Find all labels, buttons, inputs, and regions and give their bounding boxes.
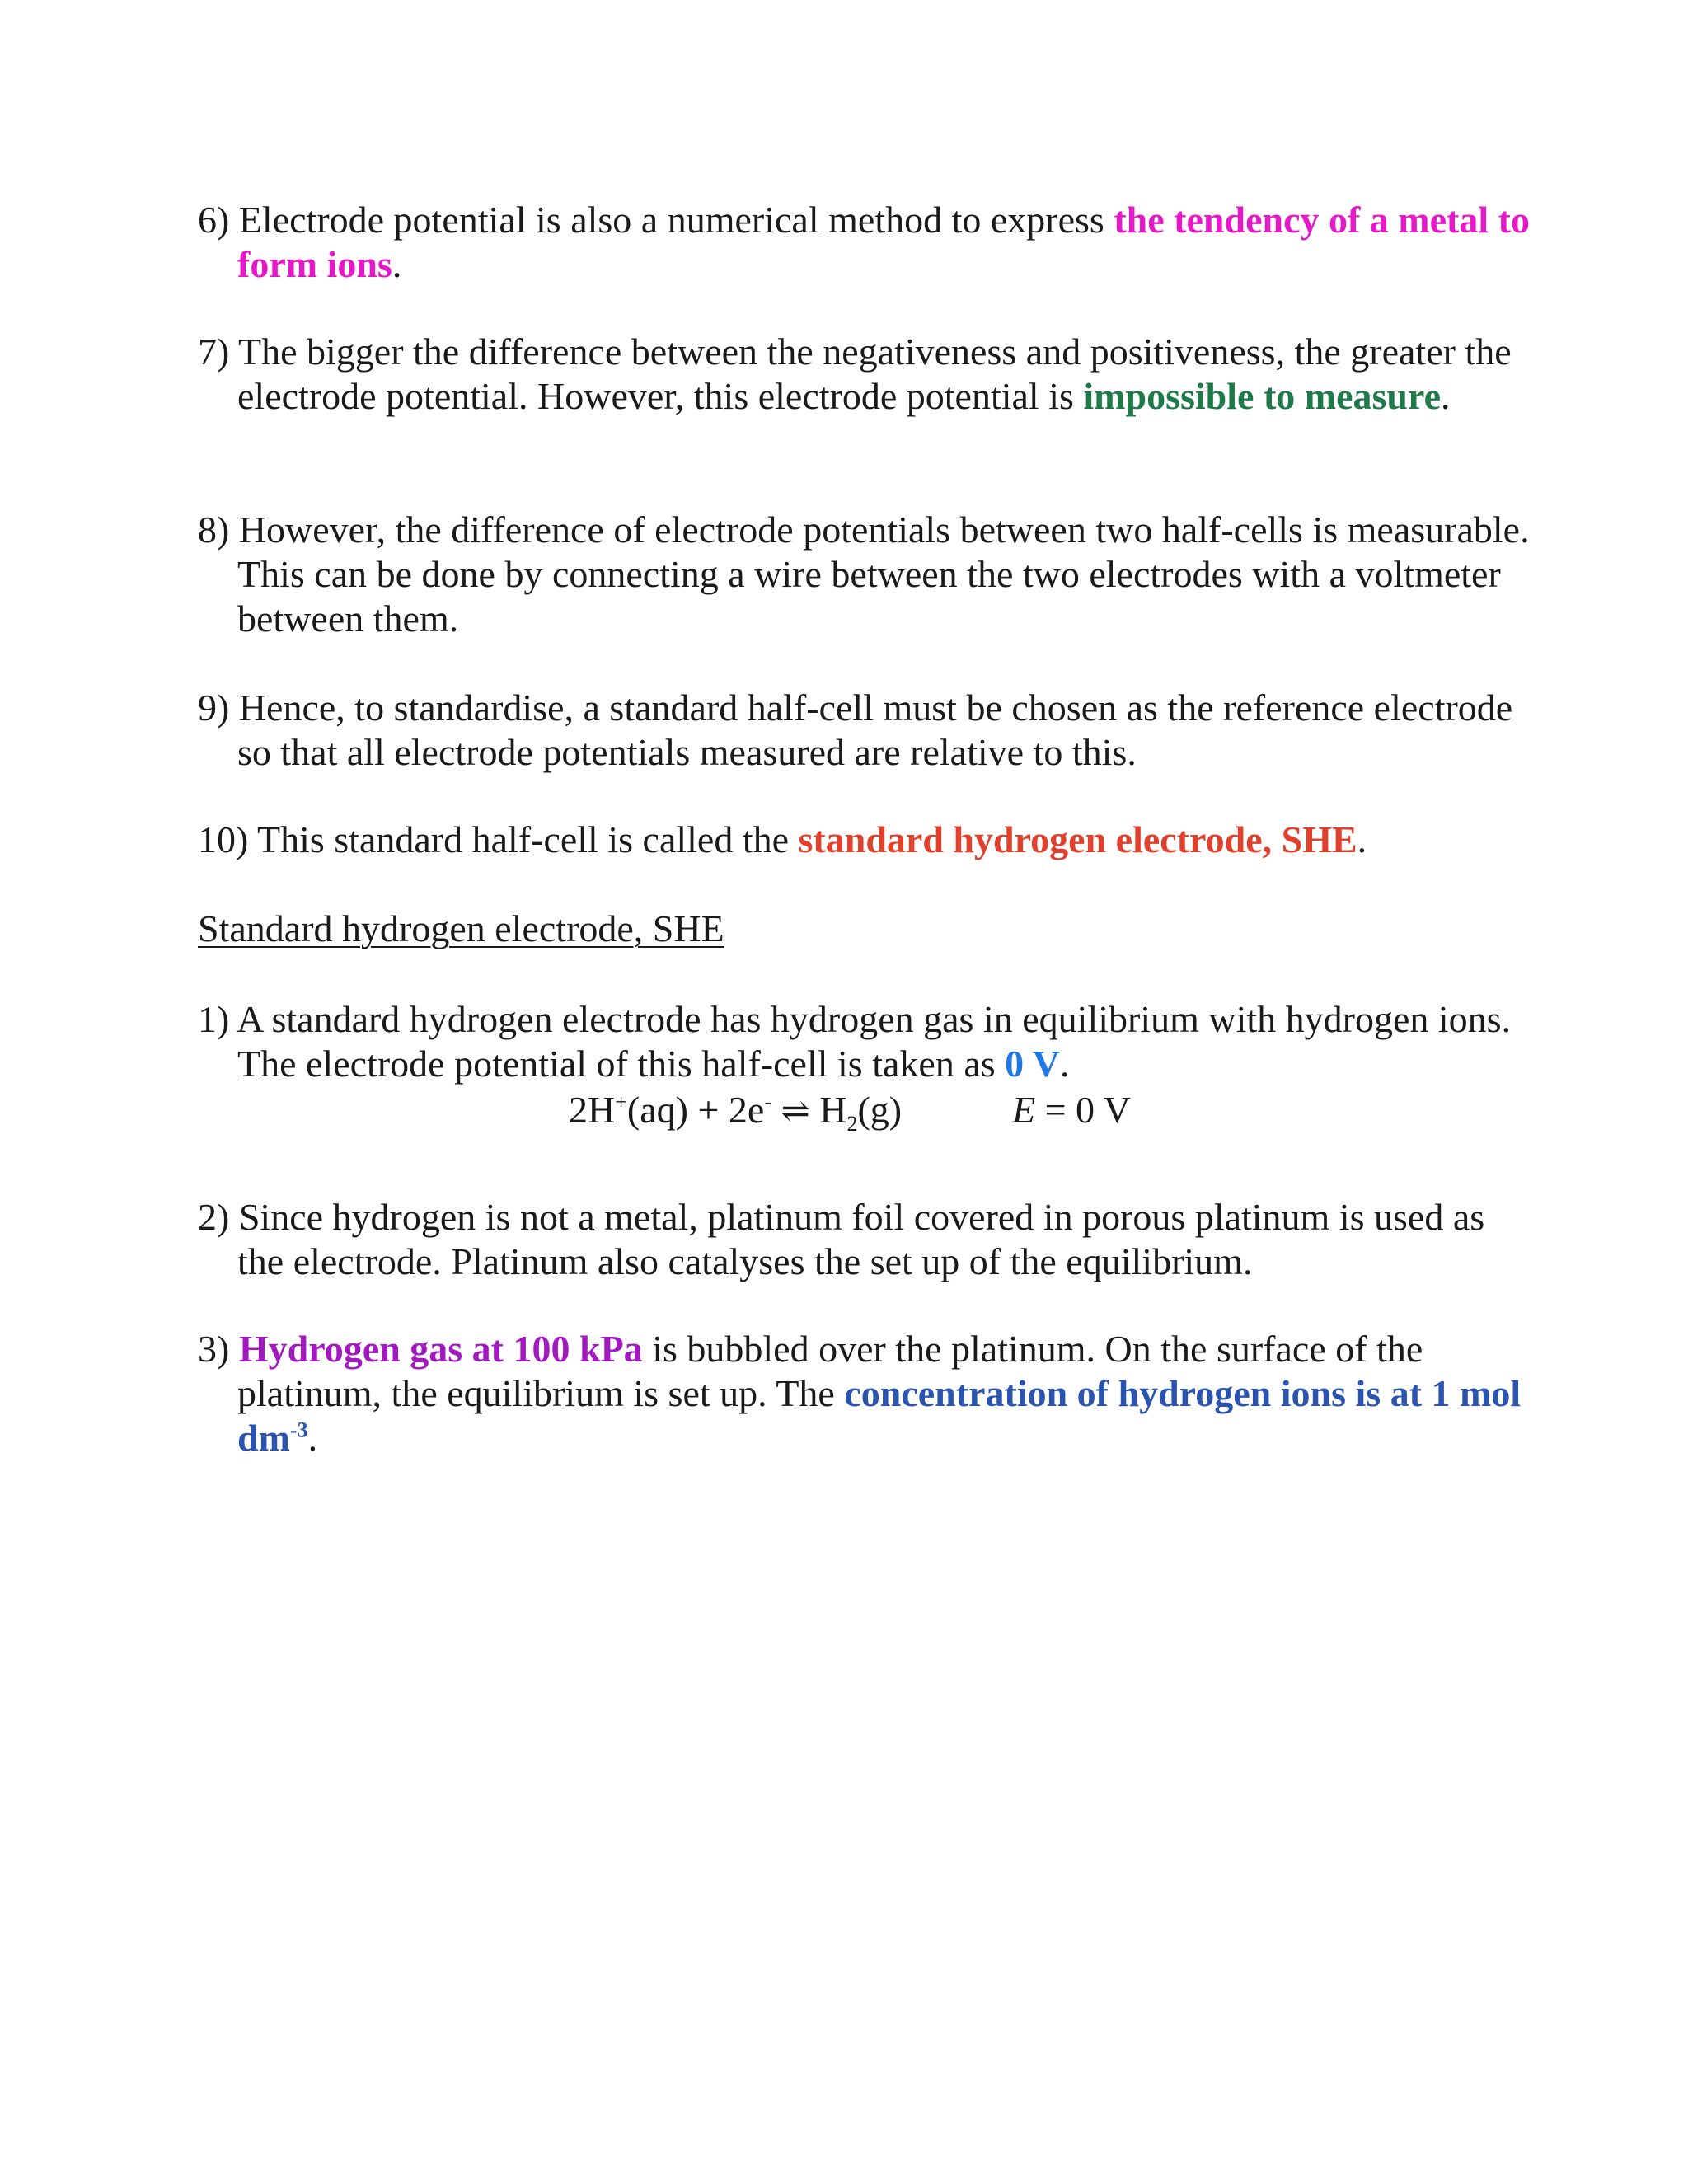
point-6 [198, 198, 1540, 287]
body-text: . [307, 1417, 318, 1459]
hydrogen-equilibrium-equation [569, 1088, 903, 1137]
item-number: 10) [198, 818, 249, 860]
body-text: . [1060, 1043, 1070, 1085]
body-text: Hence, to standardise, a standard half-cell must be chosen as the reference electrode so that all electrode potentials measured are relative to this. [229, 687, 1513, 773]
body-text: is bubbled over the platinum. On the surface of the platinum, the equilibrium is set up. The [237, 1328, 1423, 1414]
body-text: However, the difference of electrode potentials between two half-cells is measurable. This can be done by connecting a wire between the two electrodes with a voltmeter between them. [229, 509, 1530, 640]
body-text: . [392, 243, 402, 285]
eq-e-charge: - [764, 1090, 771, 1114]
section-heading: Standard hydrogen electrode, SHE [198, 907, 724, 949]
eq-h2-state: (g) [857, 1089, 903, 1131]
body-text: . [1357, 818, 1367, 860]
highlight-text: Hydrogen gas at 100 kPa [238, 1328, 643, 1370]
eq-h2: H [819, 1089, 847, 1131]
eq-e-symbol: E [1012, 1089, 1036, 1131]
point-9 [198, 686, 1540, 775]
eq-coef-h: 2H [569, 1089, 616, 1131]
highlight-text: the tendency of a metal to form ions [237, 199, 1530, 285]
she-point-2 [198, 1195, 1540, 1284]
equilibrium-arrow: ⇌ [781, 1093, 810, 1131]
point-7 [198, 330, 1540, 419]
point-10 [198, 818, 1558, 862]
highlight-text: -3 [289, 1418, 308, 1442]
item-number: 7) [198, 330, 230, 373]
item-number: 1) [198, 998, 230, 1040]
highlight-text: concentration of hydrogen ions is at 1 mol dm [237, 1372, 1522, 1459]
eq-h-charge: + [615, 1090, 627, 1114]
item-number: 8) [198, 509, 230, 551]
body-text: Electrode potential is also a numerical method to express [229, 199, 1114, 241]
item-number: 2) [198, 1196, 230, 1238]
body-text: Since hydrogen is not a metal, platinum foil covered in porous platinum is used as the electrode. Platinum also catalyses the set up of the equilibrium. [229, 1196, 1485, 1282]
item-number: 6) [198, 199, 230, 241]
eq-h-state: (aq) + 2e [626, 1089, 765, 1131]
body-text: The bigger the difference between the negativeness and positiveness, the greater the electrode potential. However, this electrode potential is [229, 330, 1512, 417]
point-8 [198, 508, 1540, 641]
she-point-3 [198, 1327, 1540, 1460]
eq-e-value: = 0 V [1035, 1089, 1131, 1131]
standard-potential-value [1012, 1088, 1131, 1132]
highlight-text: impossible to measure [1083, 375, 1441, 417]
item-number: 9) [198, 687, 230, 729]
body-text: This standard half-cell is called the [248, 818, 799, 860]
highlight-text: standard hydrogen electrode, SHE [798, 818, 1357, 860]
highlight-text: 0 V [1005, 1043, 1061, 1085]
she-point-1 [198, 997, 1540, 1086]
body-text: . [1441, 375, 1451, 417]
item-number: 3) [198, 1328, 230, 1370]
eq-h2-sub: 2 [846, 1112, 858, 1137]
body-text [229, 1328, 239, 1370]
body-text: A standard hydrogen electrode has hydrogen gas in equilibrium with hydrogen ions. The electrode potential of this half-cell is taken as [229, 998, 1512, 1085]
